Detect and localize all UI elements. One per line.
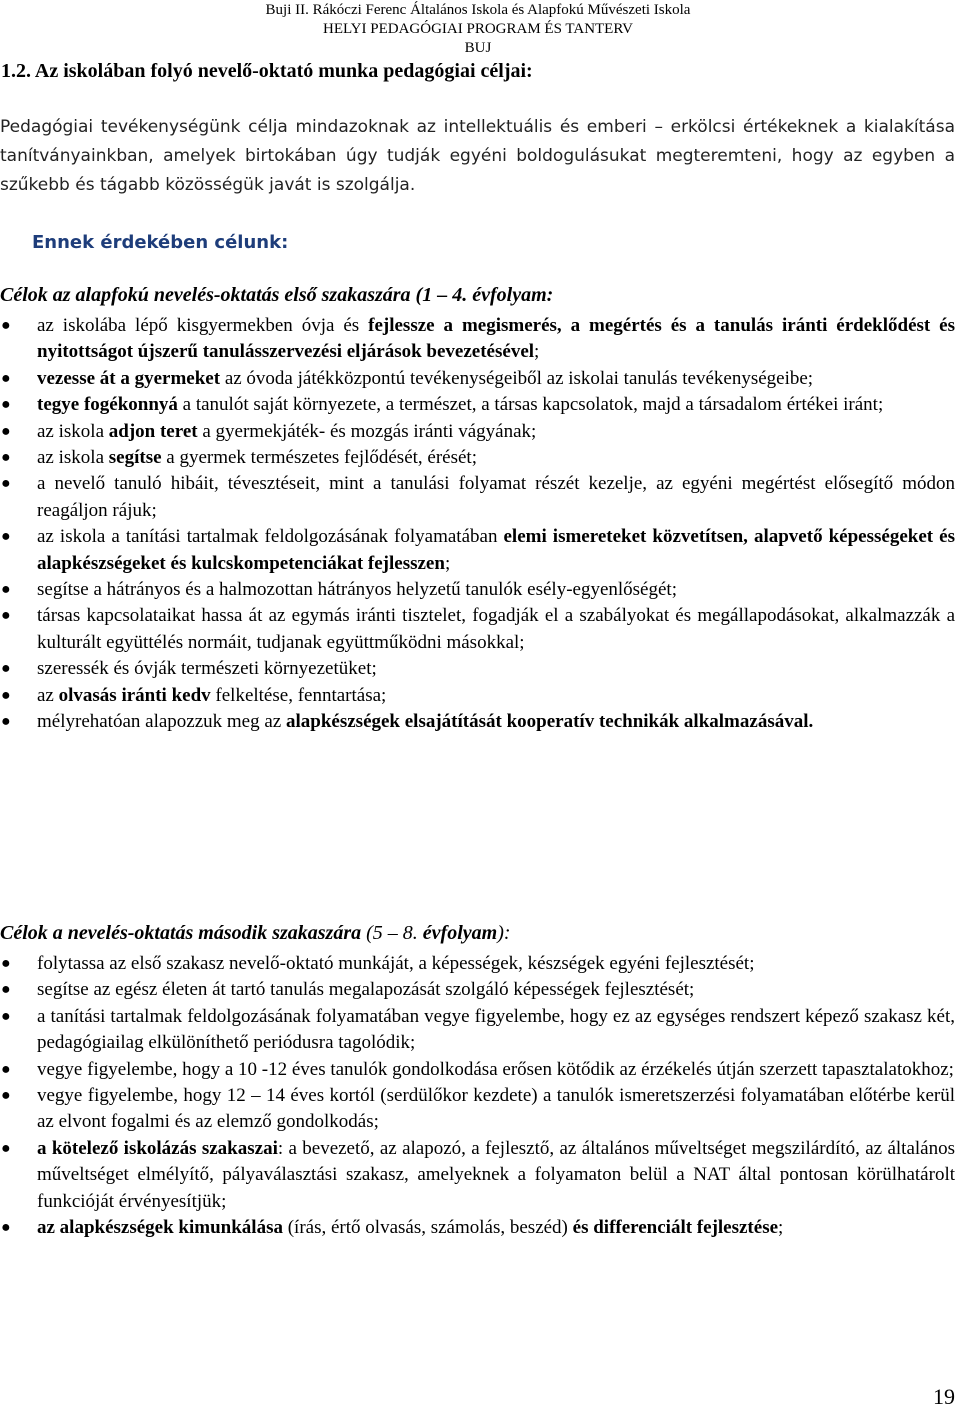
goal-list-item: [0, 977, 955, 1003]
goal-list-item: [0, 1083, 955, 1136]
goal-text: vegye figyelembe, hogy 12 – 14 éves kortól (serdülőkor kezdete) a tanulók ismeretszerzési folyamatában előtérbe kerül az elvont fogalmi és az elemző gondolkodás;: [37, 1085, 955, 1133]
page-number: 19: [933, 1384, 955, 1409]
goal-list-item: [0, 392, 955, 418]
goal-text-bold: adjon teret: [108, 420, 198, 442]
goal-list-item: [0, 524, 955, 577]
stage2-goal-list: [0, 951, 955, 1241]
goal-text-bold: és differenciált fejlesztése: [572, 1217, 779, 1239]
stage2-heading-grade-word: évfolyam: [422, 922, 498, 944]
goal-text-bold: az alapkészségek kimunkálása: [37, 1217, 283, 1239]
stage2-heading: [0, 920, 511, 946]
goal-text: a gyermek természetes fejlődését, érését;: [161, 447, 477, 469]
goal-text: a tanítási tartalmak feldolgozásának folyamatában vegye figyelembe, hogy ez az egységes rendszert képező szakasz két, pedagógiailag elkülöníthető periódusra tagolódik;: [37, 1005, 955, 1054]
stage2-heading-title: Célok a nevelés-oktatás második szakaszára: [0, 922, 362, 944]
goal-text: ;: [778, 1217, 784, 1239]
bullet-icon: ●: [1, 422, 11, 440]
goal-text-bold: olvasás iránti kedv: [58, 684, 211, 706]
goal-text: az: [37, 684, 59, 706]
goal-text-bold: vezesse át a gyermeket: [37, 367, 221, 389]
goal-text-bold: alapkészségek elsajátítását kooperatív technikák alkalmazásával.: [286, 711, 814, 733]
goal-text: segítse a hátrányos és a halmozottan hátrányos helyzetű tanulók esély-egyenlőségét;: [37, 579, 677, 601]
goal-text-bold: a kötelező iskolázás szakaszai: [37, 1137, 278, 1159]
goal-text: (írás, értő olvasás, számolás, beszéd): [282, 1217, 573, 1239]
bullet-icon: ●: [1, 660, 11, 678]
goal-text: az iskola: [37, 447, 109, 469]
bullet-icon: ●: [1, 449, 11, 467]
goal-text: a tanulót saját környezete, a természet, a társas kapcsolatok, majd a társadalom értékei iránt;: [177, 394, 884, 416]
goal-text: segítse az egész életen át tartó tanulás megalapozását szolgáló képességek fejlesztését;: [37, 979, 695, 1001]
lead-heading: Ennek érdekében célunk:: [32, 232, 289, 253]
goal-text-bold: tegye fogékonnyá: [37, 394, 178, 416]
bullet-icon: ●: [1, 1060, 11, 1078]
stage2-heading-grades: (5 – 8.: [361, 922, 423, 944]
goal-text: a gyermekjáték- és mozgás iránti vágyának;: [197, 420, 537, 442]
goal-text: társas kapcsolataikat hassa át az egymás iránti tisztelet, fogadják el a szabályokat és megállapodásokat, alkalmazzák a kulturált együttélés normáit, tudjanak együttműködni másokkal;: [37, 605, 955, 653]
goal-text: az iskola: [37, 420, 109, 442]
goal-list-item: [0, 1136, 955, 1215]
bullet-icon: ●: [1, 1219, 11, 1237]
header-program-title: HELYI PEDAGÓGIAI PROGRAM ÉS TANTERV: [323, 21, 633, 37]
goal-text: szeressék és óvják természeti környezetüket;: [37, 658, 377, 680]
stage1-goal-list: [0, 313, 955, 736]
stage1-heading: Célok az alapfokú nevelés-oktatás első szakaszára (1 – 4. évfolyam:: [0, 284, 554, 306]
goal-text: vegye figyelembe, hogy a 10 -12 éves tanulók gondolkodása erősen kötődik az érzékelés útján szerzett tapasztalatokhoz;: [37, 1058, 954, 1080]
section-title: 1.2. Az iskolában folyó nevelő-oktató munka pedagógiai céljai:: [1, 60, 533, 82]
goal-text: : a bevezető, az alapozó, a fejlesztő, az általános műveltséget megszilárdító, az általános műveltséget elmélyítő, pályaválasztási szakasz, amelyeknek a folyamaton belül a NAT által pontosan körülhatárolt funkcióját érvényesítjük;: [37, 1137, 955, 1212]
bullet-icon: ●: [1, 607, 11, 625]
bullet-icon: ●: [1, 1007, 11, 1025]
bullet-icon: ●: [1, 396, 11, 414]
goal-list-item: [0, 445, 955, 471]
bullet-icon: ●: [1, 686, 11, 704]
goal-list-item: [0, 709, 955, 735]
goal-list-item: [0, 951, 955, 977]
bullet-icon: ●: [1, 475, 11, 493]
goal-text-bold: fejlessze a megismerés, a megértés és a tanulás iránti érdeklődést és nyitottságot újszerű tanulásszervezési eljárások bevezetésével: [37, 315, 956, 363]
goal-list-item: [0, 419, 955, 445]
goal-text: ;: [534, 341, 540, 363]
bullet-icon: ●: [1, 955, 11, 972]
goal-text: folytassa az első szakasz nevelő-oktató munkáját, a képességek, készségek egyéni fejlesztését;: [37, 953, 755, 974]
goal-list-item: [0, 471, 955, 524]
goal-text-bold: segítse: [108, 447, 162, 469]
bullet-icon: ●: [1, 1087, 11, 1105]
goal-text: mélyrehatóan alapozzuk meg az: [37, 711, 286, 733]
bullet-icon: ●: [1, 528, 11, 546]
document-header: [248, 1, 708, 58]
goal-list-item: [0, 603, 955, 656]
goal-list-item: [0, 366, 955, 392]
goal-text-bold: elemi ismereteket közvetítsen, alapvető képességeket és alapkészségeket és kulcskompetenciákat fejlesszen: [37, 526, 955, 574]
intro-paragraph: Pedagógiai tevékenységünk célja mindazoknak az intellektuális és emberi – erkölcsi értékeknek a kialakítása tanítványainkban, amelyek birtokában úgy tudják egyéni boldogulásukat megteremteni, hogy az egyben a szűkebb és tágabb közösségük javát is szolgálja.: [0, 117, 955, 195]
bullet-icon: ●: [1, 581, 11, 599]
goal-list-item: [0, 313, 955, 366]
goal-list-item: [0, 577, 955, 603]
goal-list-item: [0, 1215, 955, 1241]
bullet-icon: ●: [1, 317, 11, 334]
goal-list-item: [0, 683, 955, 709]
goal-text: az iskolába lépő kisgyermekben óvja és: [37, 315, 369, 336]
goal-list-item: [0, 1004, 955, 1057]
header-town: BUJ: [464, 40, 492, 56]
bullet-icon: ●: [1, 1139, 11, 1157]
goal-list-item: [0, 1057, 955, 1083]
stage2-heading-close: ):: [497, 922, 511, 944]
header-school-name: Buji II. Rákóczi Ferenc Általános Iskola és Alapfokú Művészeti Iskola: [265, 2, 691, 18]
goal-text: ;: [444, 552, 451, 574]
bullet-icon: ●: [1, 369, 11, 387]
goal-text: az óvoda játékközpontú tevékenységeiből az iskolai tanulás tevékenységeibe;: [220, 367, 814, 389]
goal-text: felkeltése, fenntartása;: [210, 684, 387, 706]
bullet-icon: ●: [1, 713, 11, 731]
goal-list-item: [0, 656, 955, 682]
goal-text: az iskola a tanítási tartalmak feldolgozásának folyamatában: [37, 526, 504, 548]
bullet-icon: ●: [1, 981, 11, 999]
goal-text: a nevelő tanuló hibáit, tévesztéseit, mint a tanulási folyamat részét kezelje, az egyéni megértést elősegítő módon reagáljon rájuk;: [37, 473, 955, 521]
